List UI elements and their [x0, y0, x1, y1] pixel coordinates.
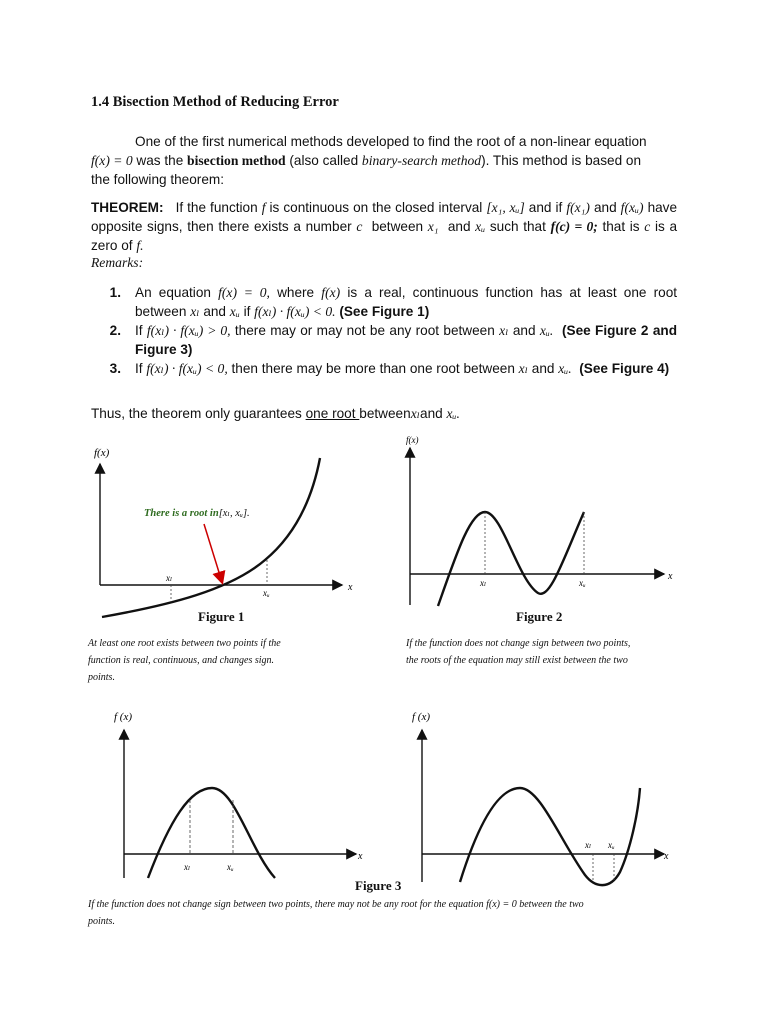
text: and if [528, 200, 563, 215]
text: between [359, 406, 411, 421]
text: and [420, 406, 443, 421]
math: [x₁, xᵤ] [486, 200, 525, 215]
math: xᵤ. [539, 323, 554, 338]
text: is a real, continuous function has at least one root [347, 285, 678, 300]
math: f(x) [321, 285, 341, 300]
text: An equation [135, 285, 211, 300]
intro-line-3: the following theorem: [91, 172, 224, 187]
text: If [135, 323, 143, 338]
math: xᵤ [229, 304, 240, 319]
figure-1-caption [88, 635, 378, 686]
theorem-paragraph [91, 198, 677, 255]
figure-ref: Figure 4) [611, 361, 670, 376]
list-number: 3. [109, 361, 121, 376]
xu-label: xᵤ [608, 840, 615, 850]
math: xₗ [518, 361, 529, 376]
method-name: bisection method [187, 153, 286, 168]
figure-2-label: Figure 2 [516, 609, 563, 624]
math: xₗ [190, 304, 200, 319]
math: f. [136, 238, 144, 253]
root-annotation [144, 508, 250, 519]
caption-line: If the function does not change sign between two points, [406, 638, 631, 649]
math: f(x) = 0, [218, 285, 270, 300]
function-curve [438, 512, 584, 606]
text: that is [602, 219, 640, 234]
text: between [135, 304, 187, 319]
text: If [135, 361, 143, 376]
math: c [644, 219, 651, 234]
remarks-label: Remarks: [91, 255, 144, 270]
figure-ref: (See Figure 2 [561, 323, 649, 338]
equation-inline: f(x) = 0 [91, 153, 133, 168]
xu-label: xᵤ [227, 862, 234, 872]
figure-ref: (See [579, 361, 608, 376]
text: and [203, 304, 226, 319]
caption-line: At least one root exists between two points if the [88, 638, 281, 649]
x-axis-label: x [358, 851, 363, 862]
text: if [243, 304, 251, 319]
intro-line-2 [91, 151, 677, 170]
caption-line: the roots of the equation may still exist between the two [406, 655, 628, 666]
figure-4-graph [400, 700, 680, 890]
text: is a zero of [91, 219, 677, 253]
math: f [261, 200, 266, 215]
math: f(xᵤ) [620, 200, 644, 215]
math: xᵤ [475, 219, 486, 234]
math: xₗ [499, 323, 509, 338]
text: then there may be more than one root between [231, 361, 515, 376]
underlined-text: one root [305, 406, 360, 421]
y-axis-label: f(x) [406, 435, 419, 445]
text: and [447, 219, 471, 234]
root-arrow [204, 524, 222, 582]
text: If the function [175, 200, 258, 215]
conclusion-line [91, 406, 460, 422]
list-item-text [135, 283, 677, 321]
xl-label: xₗ [166, 573, 173, 583]
theorem-label: THEOREM: [91, 200, 164, 215]
math: f(x₁) [566, 200, 590, 215]
figure-3-label: Figure 3 [355, 878, 402, 893]
y-axis-label: f (x) [412, 711, 431, 723]
caption-line: function is real, continuous, and changes sign. [88, 655, 275, 666]
math: xₗ [410, 406, 421, 421]
list-number: 2. [109, 323, 121, 338]
text: have opposite signs, then there exists a number [91, 200, 678, 234]
method-alias: binary-search method [361, 153, 482, 168]
annotation-interval: [xₗ, xᵤ]. [218, 508, 250, 519]
figure-2-graph [398, 430, 688, 610]
intro-line-1: One of the first numerical methods developed to find the root of a non-linear equation [135, 134, 647, 149]
section-heading: 1.4 Bisection Method of Reducing Error [91, 94, 339, 110]
caption-line: If the function does not change sign between two points, there may not be any root for the equation f(x) = 0 between the two [88, 899, 584, 910]
text: is continuous on the closed interval [269, 200, 483, 215]
list-item-text [135, 321, 677, 359]
figure-3-graph [100, 700, 380, 880]
caption-line: points. [88, 672, 115, 683]
intro-paragraph [91, 132, 677, 189]
x-axis-label: x [664, 851, 669, 862]
math: f(xₗ) · f(xᵤ) < 0, [146, 361, 228, 376]
text: between [371, 219, 424, 234]
annotation-text: There is a root in [144, 508, 219, 519]
text: Thus, the theorem only guarantees [91, 406, 306, 421]
function-curve [460, 788, 640, 885]
x-axis-label: x [668, 571, 673, 582]
math: c [356, 219, 363, 234]
remarks-list [91, 283, 677, 403]
text: and [531, 361, 555, 376]
y-axis-label: f(x) [94, 447, 110, 459]
xl-label: xₗ [184, 862, 191, 872]
list-number: 1. [109, 285, 121, 300]
y-axis-label: f (x) [114, 711, 133, 723]
function-curve [148, 788, 275, 878]
figure-1-label: Figure 1 [198, 609, 245, 624]
text: ). This method is based on [481, 153, 642, 168]
figure-1-graph [80, 440, 370, 620]
xl-label: xₗ [480, 578, 487, 588]
text: where [277, 285, 315, 300]
text: was the [132, 153, 188, 168]
figure-ref: and Figure 3) [135, 323, 677, 357]
math: xᵤ. [558, 361, 572, 376]
text: and [512, 323, 536, 338]
figure-ref: (See Figure 1) [339, 304, 430, 319]
figure-2-caption [406, 635, 681, 669]
text: such that [489, 219, 546, 234]
text: there may or may not be any root between [234, 323, 495, 338]
math: f(xₗ) · f(xᵤ) < 0. [254, 304, 336, 319]
figure-3-caption [88, 896, 678, 930]
text: and [593, 200, 617, 215]
math: f(xₗ) · f(xᵤ) > 0, [146, 323, 231, 338]
text: (also called [285, 153, 362, 168]
x-axis-label: x [348, 582, 353, 593]
xu-label: xᵤ [263, 588, 270, 598]
list-item-text [135, 359, 677, 378]
xu-label: xᵤ [579, 578, 586, 588]
function-curve [102, 458, 320, 617]
math: xᵤ. [446, 406, 460, 421]
math: f(c) = 0; [550, 219, 598, 234]
caption-line: points. [88, 916, 115, 927]
math: x₁ [427, 219, 439, 234]
xl-label: xₗ [585, 840, 592, 850]
